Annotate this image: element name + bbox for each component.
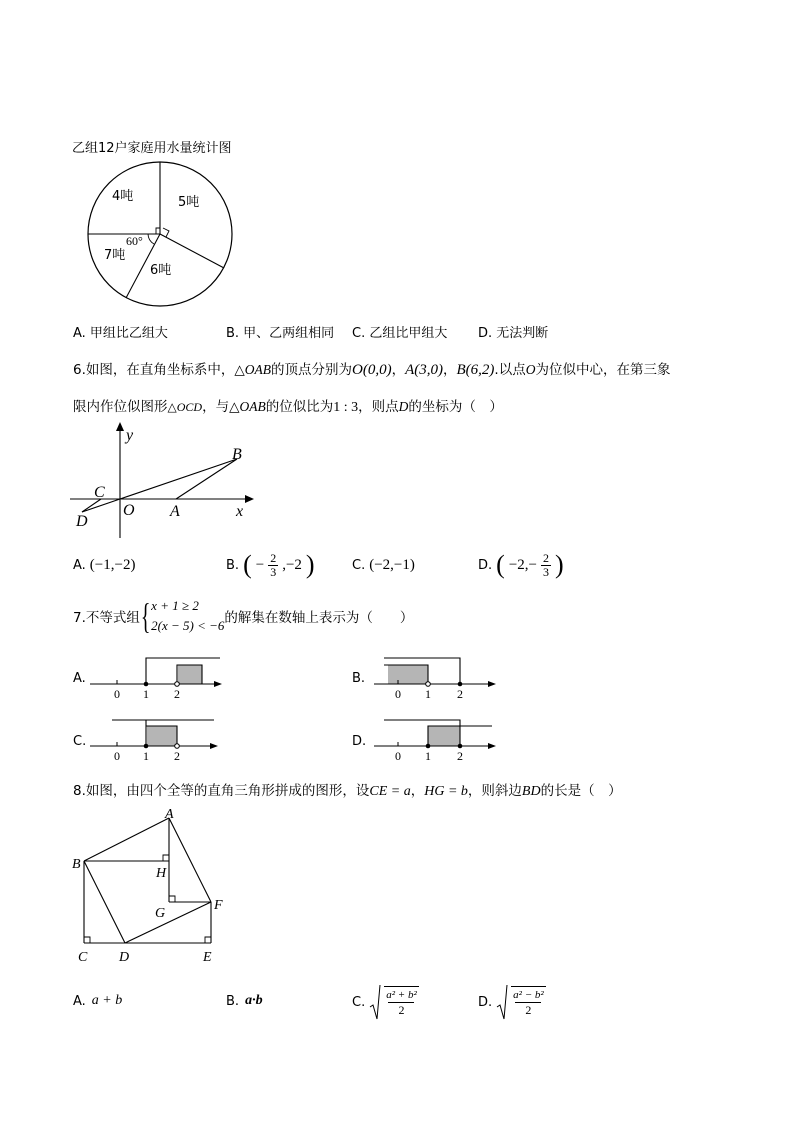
open-dot-2 (175, 744, 180, 749)
segment-ab (176, 459, 237, 499)
right-angle-e (205, 937, 211, 943)
q6-ratio: 1 : 3 (333, 400, 359, 415)
q6-text: 限内作位似图形 (73, 399, 168, 415)
option-value-pre: −2,− (508, 556, 537, 573)
point-h-label: H (156, 866, 167, 881)
inequality-system (151, 596, 224, 636)
q7-stem: 7.不等式组 { x + 1 ≥ 2 2(x − 5) < −6 的解集在数轴上表示为（ ） (73, 596, 414, 636)
q7-number-line-b[interactable] (370, 652, 500, 698)
slice-label-4: 4吨 (112, 189, 134, 204)
fraction-numerator: 2 (543, 550, 549, 565)
closed-dot-2 (458, 682, 463, 687)
closed-dot-2 (458, 744, 463, 749)
q8-text: ，则斜边 (467, 783, 522, 799)
q6-stem-line2 (73, 395, 503, 416)
option-label: D. (478, 557, 493, 573)
q7-number-line-c[interactable] (88, 714, 228, 760)
tick-label-0: 0 (395, 687, 401, 698)
q6-text: ，与△ (202, 399, 240, 415)
q6-text: 的顶点分别为 (271, 362, 353, 378)
slice-label-5: 5吨 (178, 195, 200, 210)
pie-chart (86, 160, 240, 310)
y-axis-arrow (116, 422, 124, 431)
tick-label-1: 1 (425, 749, 431, 760)
fraction (511, 986, 546, 1017)
fraction-denominator: 3 (270, 564, 277, 579)
option-label: D. (478, 994, 493, 1010)
q5-option-b[interactable]: B. 甲、乙两组相同 (226, 326, 335, 341)
right-angle-g (169, 896, 175, 902)
q8-ce-eq: CE = a (369, 784, 411, 799)
fraction (541, 552, 551, 579)
point-c-label: C (78, 950, 88, 964)
q6-text: ，则点 (358, 399, 399, 415)
y-axis-label: y (126, 427, 134, 444)
q6-point-a: A(3,0) (405, 362, 443, 378)
fraction-numerator: 2 (270, 550, 277, 565)
q6-stem-line1: 6.如图，在直角坐标系中，△OAB的顶点分别为O(0,0)，A(3,0)，B(6,2).以点O为位似中心，在第三象 (73, 362, 671, 378)
q6-similar-figure: △OCD (167, 400, 203, 414)
q8-text: ， (410, 783, 425, 799)
origin-label: O (123, 502, 135, 519)
q7-text: 的解集在数轴上表示为（ ） (224, 610, 414, 626)
right-angle-h (163, 855, 169, 861)
fraction (384, 986, 419, 1017)
fraction-numerator: a² + b² (386, 988, 417, 1001)
option-label: A. (73, 993, 86, 1009)
closed-dot-1 (144, 744, 149, 749)
option-label: C. (352, 994, 366, 1010)
segment-df (125, 902, 211, 943)
q6-point-o: O(0,0) (352, 362, 392, 378)
q8-hg-eq: HG = b (424, 784, 468, 799)
segment-ba (84, 818, 169, 861)
q6-triangle-name: OAB (239, 399, 266, 414)
right-angle-c (84, 937, 90, 943)
q8-text: 8.如图，由四个全等的直角三角形拼成的图形，设 (73, 783, 370, 799)
axis-arrow (214, 681, 222, 687)
point-f-label: F (214, 898, 223, 913)
option-value-rest: ,−2 (282, 556, 302, 573)
shaded-region (428, 726, 460, 746)
point-e-label: E (203, 950, 212, 964)
q6-triangle-name: OAB (244, 362, 272, 377)
q6-option-c[interactable] (352, 557, 415, 574)
q6-text: 的坐标为（ ） (408, 399, 503, 415)
axis-arrow (488, 743, 496, 749)
segment-bd (84, 861, 125, 943)
tick-label-2: 2 (457, 749, 463, 760)
option-label: C. (352, 558, 366, 573)
q8-option-b[interactable] (226, 993, 263, 1009)
closed-dot-1 (426, 744, 431, 749)
point-a-label: A (165, 807, 174, 822)
q8-geometry-figure (66, 804, 236, 964)
q6-option-d[interactable]: D. ( −2,− $\frac{2}{3}$ ) (478, 550, 564, 579)
x-axis-label: x (236, 503, 244, 520)
q7-text: 7.不等式组 (73, 610, 140, 626)
x-axis-arrow (245, 495, 254, 503)
tick-label-1: 1 (143, 749, 149, 760)
q7-option-c-label[interactable]: C. (73, 734, 87, 749)
q7-option-b-label[interactable]: B. (352, 671, 366, 686)
q8-option-d[interactable] (478, 983, 546, 1021)
angle-label: 60° (126, 234, 143, 248)
option-label: A. (73, 558, 86, 573)
q6-center-o: O (525, 362, 536, 377)
tick-label-0: 0 (395, 749, 401, 760)
option-value: (−2,−1) (369, 557, 415, 573)
segment-af (169, 818, 211, 902)
q6-option-a[interactable] (73, 557, 135, 574)
point-d-label: D (76, 513, 88, 530)
sqrt-sign (496, 983, 508, 1021)
q6-text: 6.如图，在直角坐标系中，△ (73, 362, 245, 378)
shaded-region (147, 726, 177, 746)
q5-option-d[interactable]: D. 无法判断 (478, 326, 549, 341)
axis-arrow (488, 681, 496, 687)
closed-dot-1 (144, 682, 149, 687)
slice-label-7: 7吨 (104, 248, 126, 263)
tick-label-1: 1 (143, 687, 149, 698)
point-d-label: D (119, 950, 130, 964)
pie-chart-title: 乙组12户家庭用水量统计图 (72, 141, 232, 156)
q8-text: 的长是（ ） (540, 783, 622, 799)
tick-label-2: 2 (174, 687, 180, 698)
tick-label-2: 2 (174, 749, 180, 760)
q7-option-d-label[interactable]: D. (352, 734, 367, 749)
option-value: a + b (91, 993, 123, 1008)
segment-ob (120, 459, 237, 499)
q6-coordinate-figure (66, 420, 266, 542)
shaded-region (178, 665, 202, 684)
point-b-label: B (72, 857, 81, 872)
fraction-numerator: a² − b² (513, 988, 544, 1001)
q8-stem (73, 779, 622, 800)
option-label: B. (226, 557, 240, 573)
q5-option-c[interactable]: C. 乙组比甲组大 (352, 326, 448, 341)
fraction (268, 552, 278, 579)
open-dot-2 (175, 682, 180, 687)
shaded-region (388, 665, 428, 684)
point-c-label: C (94, 484, 105, 501)
inequality-1: x + 1 ≥ 2 (151, 598, 199, 613)
q6-point-d: D (398, 399, 409, 414)
fraction-denominator: 2 (388, 1002, 414, 1017)
tick-label-0: 0 (114, 749, 120, 760)
tick-label-2: 2 (457, 687, 463, 698)
slice-label-6: 6吨 (150, 263, 172, 278)
fraction-denominator: 2 (515, 1002, 541, 1017)
axis-arrow (210, 743, 218, 749)
q6-point-b: B(6,2) (456, 362, 495, 378)
q6-text: 为位似中心，在第三象 (535, 362, 671, 378)
tick-label-1: 1 (425, 687, 431, 698)
q5-option-a[interactable]: A. 甲组比乙组大 (73, 326, 168, 341)
fraction-denominator: 3 (543, 564, 549, 579)
q6-option-b[interactable]: B. ( − $\frac{2}{3}$ ,−2 ) (226, 550, 315, 579)
q6-text: .以点 (494, 362, 526, 378)
q8-bd: BD (521, 784, 541, 799)
open-dot-1 (426, 682, 431, 687)
point-a-label: A (170, 503, 180, 520)
q7-number-line-a[interactable] (88, 652, 228, 698)
option-label: B. (226, 993, 240, 1009)
q8-option-c[interactable] (352, 983, 419, 1021)
inequality-2: 2(x − 5) < −6 (151, 618, 225, 633)
q7-number-line-d[interactable] (370, 714, 500, 760)
tick-label-0: 0 (114, 687, 120, 698)
q8-option-a[interactable] (73, 993, 122, 1009)
point-b-label: B (232, 446, 242, 463)
option-value: a·b (245, 993, 263, 1008)
q7-option-a-label[interactable]: A. (73, 671, 86, 686)
sqrt-sign (369, 983, 381, 1021)
q6-text: 的位似比为 (265, 399, 334, 415)
point-g-label: G (155, 906, 166, 921)
option-value: (−1,−2) (89, 557, 136, 573)
